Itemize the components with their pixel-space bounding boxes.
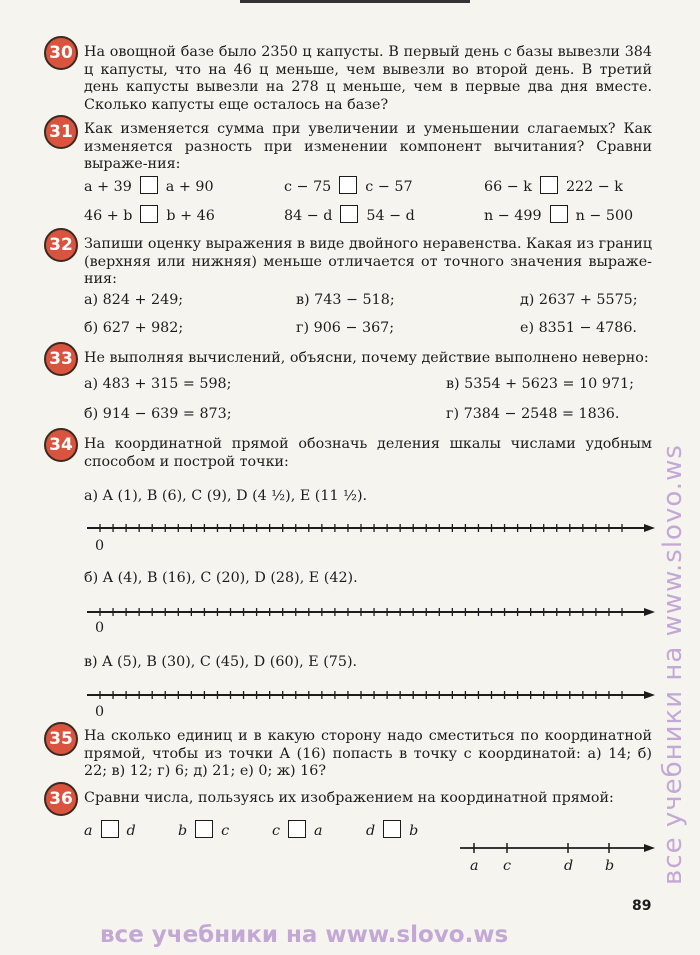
- task-33-text: Не выполняя вычислений, объясни, почему действие выполнено неверно:: [84, 350, 649, 366]
- bottom-watermark: все учебники на www.slovo.ws: [100, 922, 509, 948]
- axis-arrowhead: [644, 844, 655, 852]
- task-31-text: Как изменяется сумма при увеличении и уменьшении слагаемых? Как изменяется разность при изменении компонент вычитания? Сравни выраже-ния:: [84, 121, 652, 172]
- expression: а) 483 + 315 = 598;: [84, 376, 232, 392]
- letter: a: [314, 823, 323, 839]
- compare-box[interactable]: [288, 820, 306, 838]
- compare-box[interactable]: [195, 820, 213, 838]
- letter: a: [84, 823, 93, 839]
- expression: a + 39: [84, 179, 132, 195]
- axis-arrowhead: [644, 608, 655, 616]
- expression: 222 − k: [565, 179, 623, 195]
- point-label-b: b: [605, 858, 615, 874]
- task-number-badge: 35: [44, 722, 78, 756]
- point-label-a: a: [470, 858, 479, 874]
- point-label-c: c: [503, 858, 512, 874]
- expression: n − 499: [484, 208, 542, 224]
- axis-arrowhead: [644, 691, 655, 699]
- expression: c − 75: [284, 179, 332, 195]
- axis-arrowhead: [644, 524, 655, 532]
- expression: е) 8351 − 4786.: [520, 320, 637, 336]
- page-number: 89: [632, 898, 652, 914]
- expression: 54 − d: [366, 208, 415, 224]
- task-34-text: На координатной прямой обозначь деления шкалы числами удобным способом и построй точки:: [84, 436, 652, 470]
- letter: c: [221, 823, 230, 839]
- expression: б) 914 − 639 = 873;: [84, 406, 232, 422]
- compare-box[interactable]: [383, 820, 401, 838]
- number-line-b: [87, 608, 655, 616]
- expression: д) 2637 + 5575;: [520, 292, 638, 308]
- letter: b: [178, 823, 188, 839]
- task-35-text: На сколько единиц и в какую сторону надо сместиться по координатной прямой, чтобы из точки A (16) попасть в точку с координатой: а) 14; б) 22; в) 12; г) 6; д) 21; е) 0; ж) 16?: [84, 728, 652, 779]
- expression: n − 500: [575, 208, 634, 224]
- vertical-watermark: все учебники на www.slovo.ws: [658, 444, 688, 885]
- zero-label: 0: [95, 538, 105, 554]
- expression: 46 + b: [84, 208, 133, 224]
- point-label-d: d: [564, 858, 574, 874]
- expression: г) 906 − 367;: [296, 320, 395, 336]
- compare-pairs-row: [84, 820, 654, 842]
- task-30-text: На овощной базе было 2350 ц капусты. В первый день с базы вывезли 384 ц капусты, что на 46 ц меньше, чем вывезли во второй день. В третий день капусты вывезли на 278 ц меньше, чем в первые два дня вместе. Сколько капусты еще осталось на базе?: [84, 44, 652, 113]
- expression: г) 7384 − 2548 = 1836.: [446, 406, 620, 422]
- task-34-part-c-label: в) A (5), B (30), C (45), D (60), E (75).: [84, 654, 358, 670]
- expression: c − 57: [365, 179, 413, 195]
- expression: б) 627 + 982;: [84, 320, 184, 336]
- expression: 66 − k: [484, 179, 532, 195]
- task-36-text: Сравни числа, пользуясь их изображением на координатной прямой:: [84, 790, 614, 806]
- task-number-badge: 32: [44, 228, 78, 262]
- expression: a + 90: [165, 179, 214, 195]
- expression: а) 824 + 249;: [84, 292, 184, 308]
- letter: c: [272, 823, 281, 839]
- task-number-badge: 34: [44, 428, 78, 462]
- expression: в) 743 − 518;: [296, 292, 395, 308]
- compare-box[interactable]: [101, 820, 119, 838]
- number-line-c: [87, 691, 655, 699]
- task-number-badge: 31: [44, 115, 78, 149]
- task-34-part-a-label: а) A (1), B (6), C (9), D (4 ½), E (11 ½).: [84, 488, 368, 504]
- task-number-badge: 36: [44, 782, 78, 816]
- letter: d: [126, 823, 136, 839]
- task-34-part-b-label: б) A (4), B (16), C (20), D (28), E (42).: [84, 570, 358, 586]
- expression: в) 5354 + 5623 = 10 971;: [446, 376, 634, 392]
- task-number-badge: 30: [44, 36, 78, 70]
- zero-label: 0: [95, 704, 105, 720]
- expression: b + 46: [166, 208, 215, 224]
- zero-label: 0: [95, 620, 105, 636]
- expression: 84 − d: [284, 208, 333, 224]
- number-line-task-36: [460, 843, 655, 853]
- task-32-text: Запиши оценку выражения в виде двойного неравенства. Какая из границ (верхняя или нижняя) меньше отличается от точного значения выраже-ния:: [84, 236, 652, 287]
- task-number-badge: 33: [44, 342, 78, 376]
- letter: d: [366, 823, 376, 839]
- letter: b: [409, 823, 419, 839]
- number-line-a: [87, 524, 655, 532]
